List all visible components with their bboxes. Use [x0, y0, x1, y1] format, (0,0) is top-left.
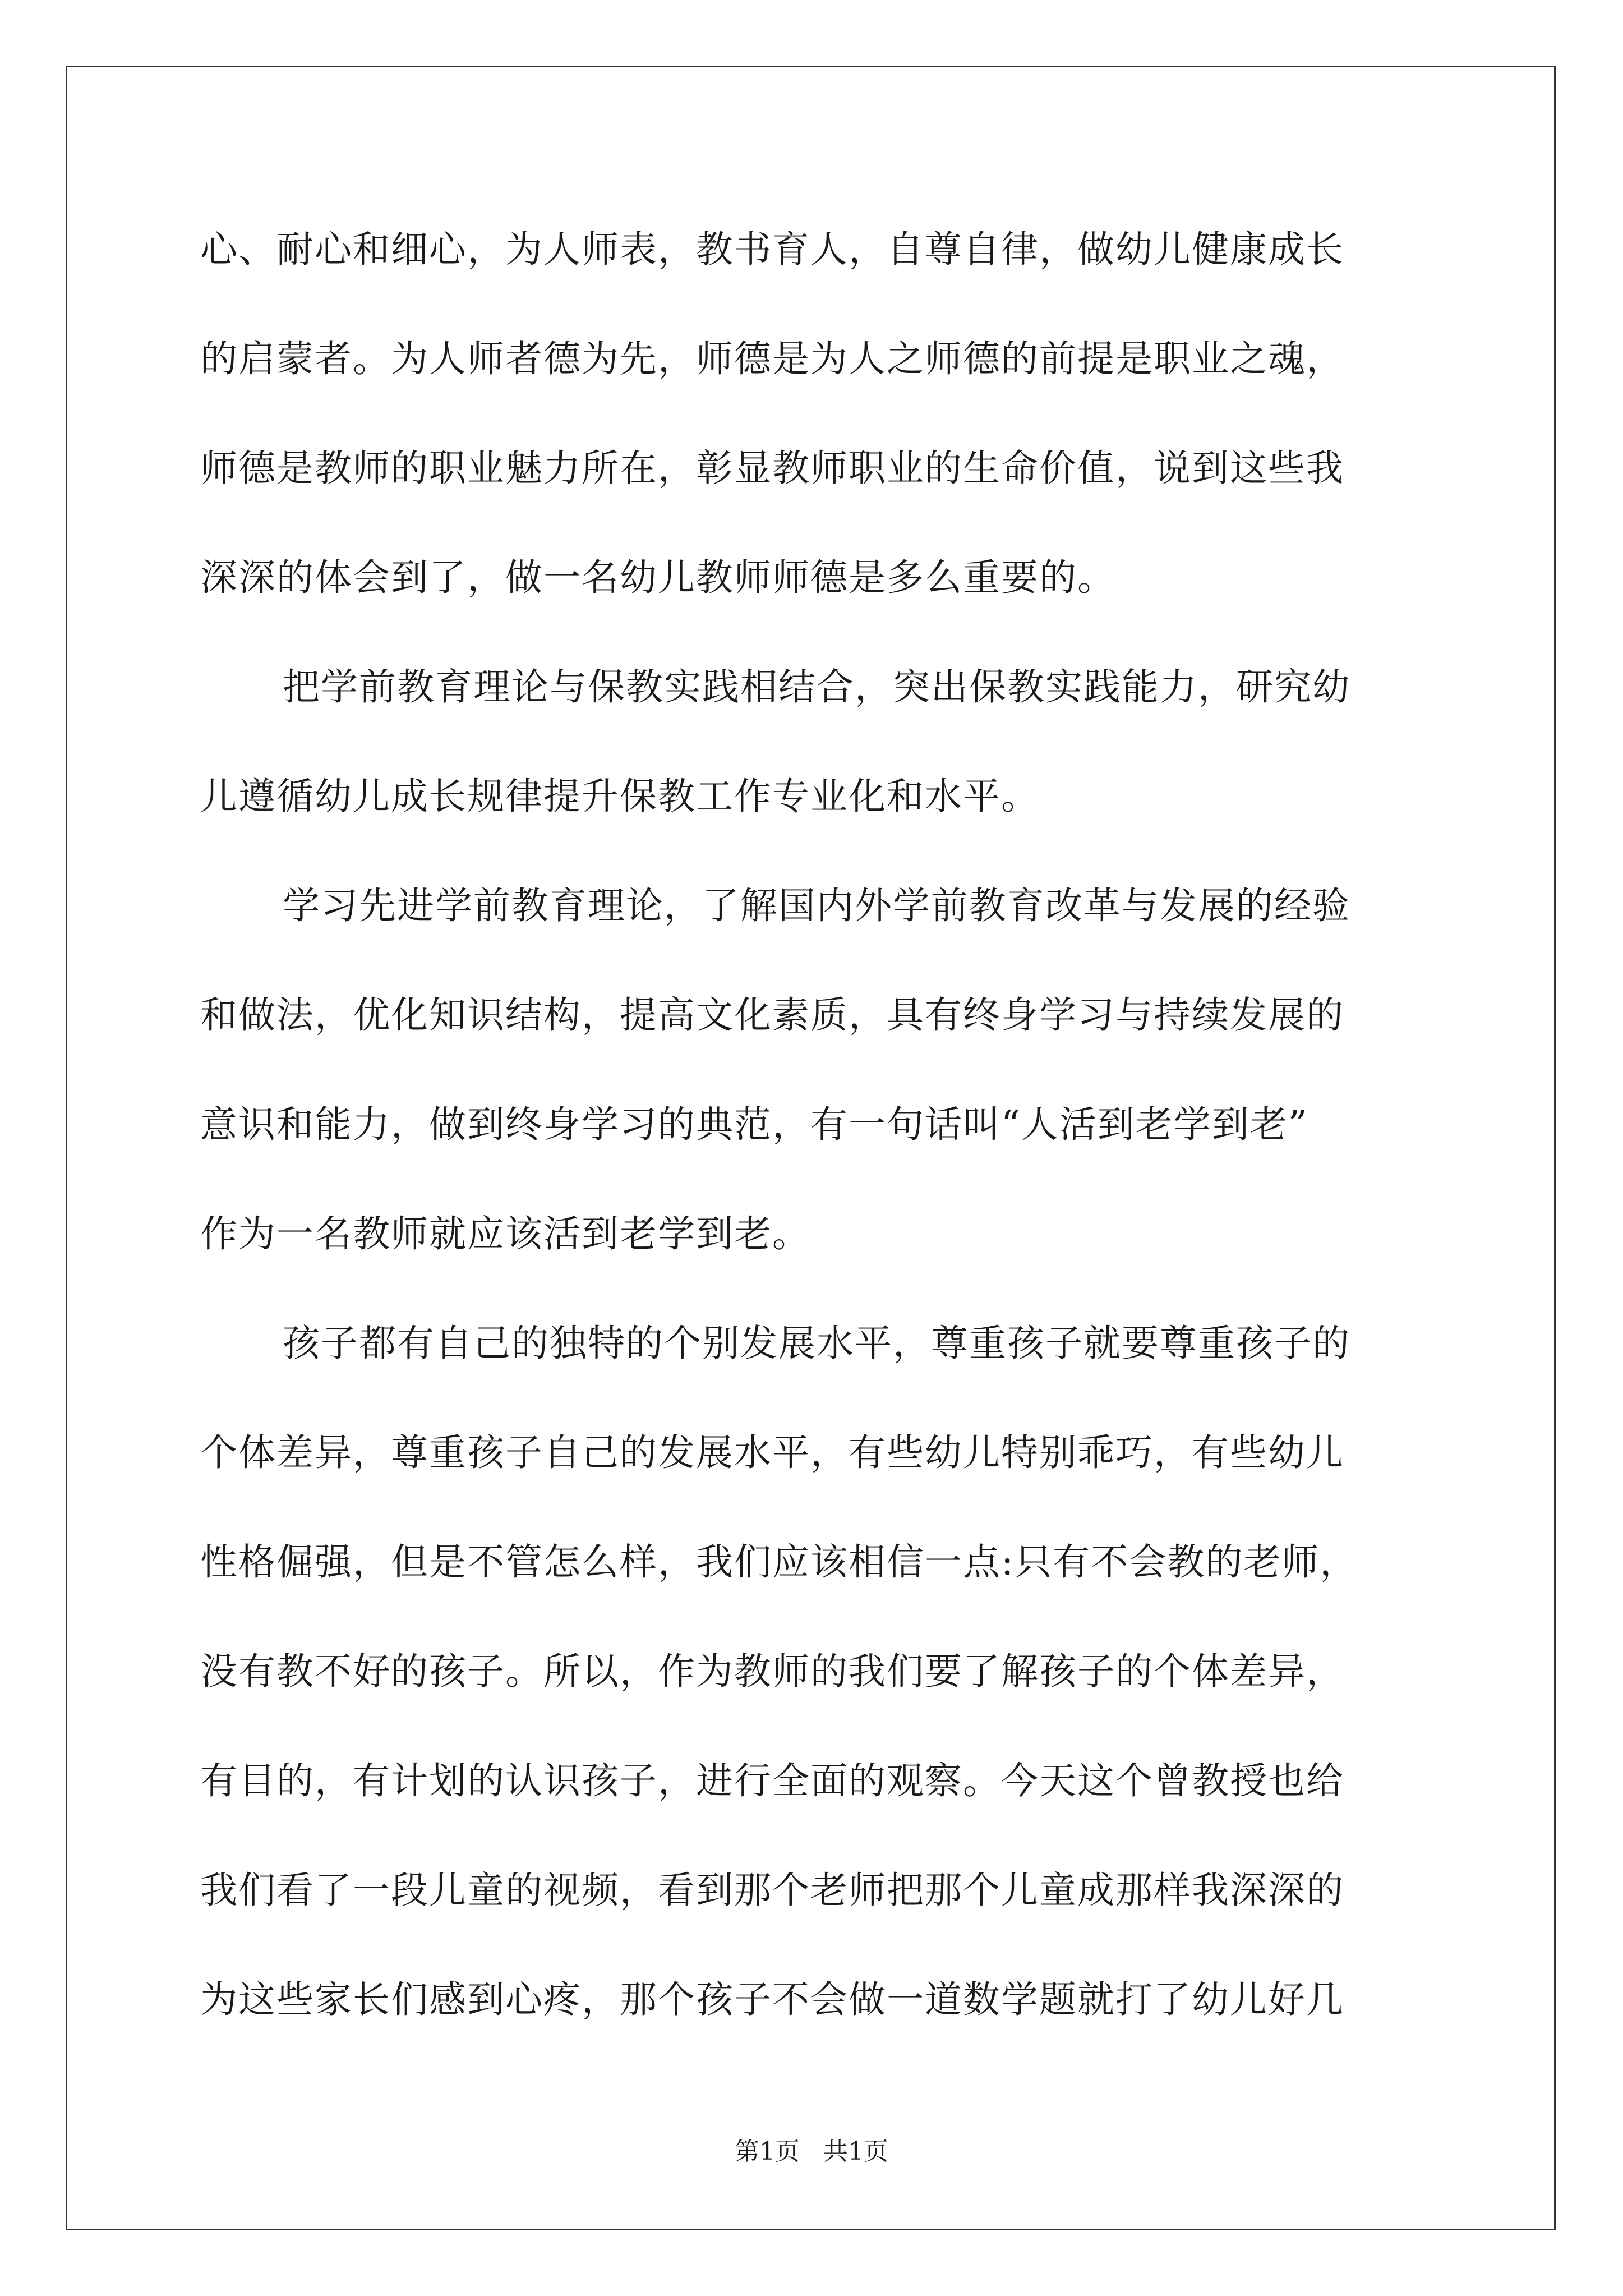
text-line: 儿遵循幼儿成长规律提升保教工作专业化和水平。 [200, 775, 1039, 818]
text-line: 我们看了一段儿童的视频，看到那个老师把那个儿童成那样我深深的 [200, 1869, 1344, 1912]
text-line: 师德是教师的职业魅力所在，彰显教师职业的生命价值，说到这些我 [200, 447, 1344, 490]
text-line: 作为一名教师就应该活到老学到老。 [200, 1212, 810, 1255]
text-line: 个体差异，尊重孩子自己的发展水平，有些幼儿特别乖巧，有些幼儿 [200, 1431, 1344, 1474]
text-line: 心、耐心和细心，为人师表，教书育人，自尊自律，做幼儿健康成长 [200, 228, 1344, 271]
page-footer: 第1页 共1页 [735, 2137, 888, 2166]
text-line: 意识和能力，做到终身学习的典范，有一句话叫“人活到老学到老” [200, 1103, 1308, 1146]
text-line: 和做法，优化知识结构，提高文化素质，具有终身学习与持续发展的 [200, 993, 1344, 1037]
text-line: 把学前教育理论与保教实践相结合，突出保教实践能力，研究幼 [283, 665, 1350, 708]
text-line: 孩子都有自己的独特的个别发展水平，尊重孩子就要尊重孩子的 [283, 1322, 1350, 1365]
text-line: 有目的，有计划的认识孩子，进行全面的观察。今天这个曾教授也给 [200, 1759, 1344, 1802]
text-line: 没有教不好的孩子。所以，作为教师的我们要了解孩子的个体差异， [200, 1650, 1344, 1693]
text-line: 为这些家长们感到心疼，那个孩子不会做一道数学题就打了幼儿好几 [200, 1978, 1344, 2021]
text-line: 性格倔强，但是不管怎么样，我们应该相信一点:只有不会教的老师， [200, 1540, 1358, 1584]
text-line: 深深的体会到了，做一名幼儿教师师德是多么重要的。 [200, 556, 1115, 599]
text-line: 学习先进学前教育理论，了解国内外学前教育改革与发展的经验 [283, 884, 1350, 927]
text-line: 的启蒙者。为人师者德为先，师德是为人之师德的前提是职业之魂， [200, 337, 1344, 380]
